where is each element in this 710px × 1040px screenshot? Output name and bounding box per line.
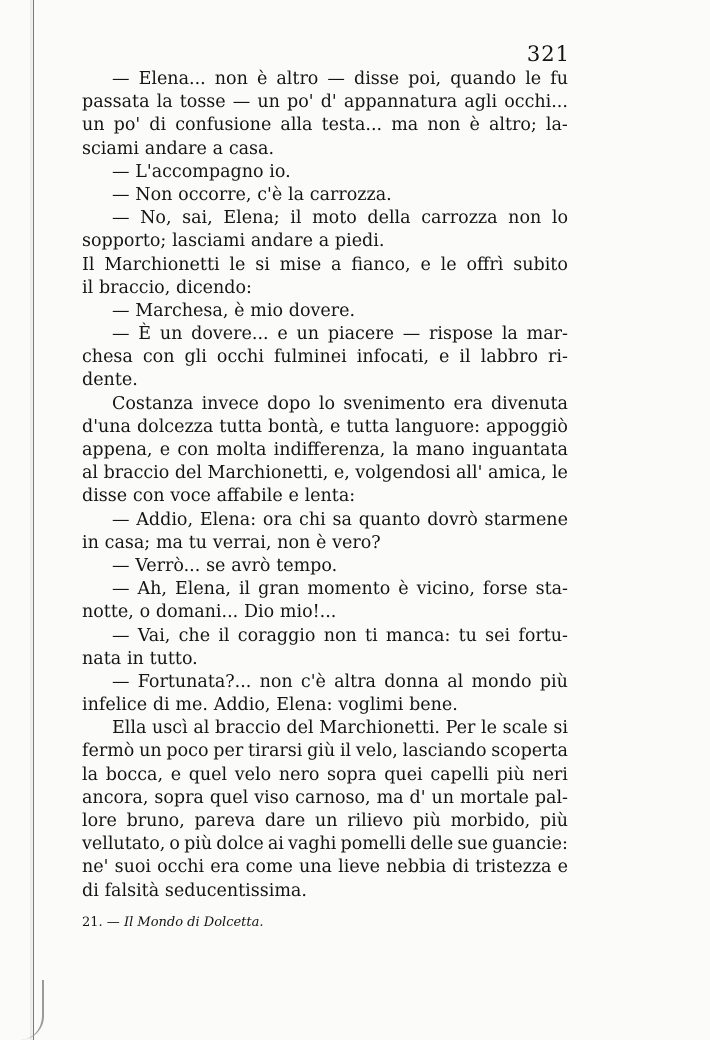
page-number: 321 (526, 42, 570, 66)
text-line: lore bruno, pareva dare un rilievo più morbido, più (82, 811, 568, 831)
text-line: — Elena... non è altro — disse poi, quando le fu (112, 69, 568, 89)
text-line: — Non occorre, c'è la carrozza. (112, 184, 392, 205)
text-line: un po' di confusione alla testa... ma non è altro; la- (82, 115, 568, 136)
text-line: fermò un poco per tirarsi giù il velo, lasciando scoperta (82, 741, 568, 762)
text-line: al braccio del Marchionetti, e, volgendosi all' amica, le (82, 463, 568, 484)
text-line: chesa con gli occhi fulminei infocati, e il labbro ri- (82, 347, 568, 368)
text-line: di falsità seducentissima. (82, 880, 307, 901)
text-line: — Verrò... se avrò tempo. (112, 555, 338, 576)
text-line: ancora, sopra quel viso carnoso, ma d' un mortale pal- (82, 787, 568, 808)
text-line: ne' suoi occhi era come una lieve nebbia di tristezza e (82, 857, 568, 878)
text-line: Ella uscì al braccio del Marchionetti. Per le scale si (112, 718, 568, 739)
text-line: Costanza invece dopo lo svenimento era divenuta (112, 393, 568, 414)
text-line: dente. (82, 370, 138, 391)
text-line: — L'accompagno io. (112, 161, 291, 182)
text-line: sopporto; lasciami andare a piedi. (82, 231, 385, 252)
text-line: passata la tosse — un po' d' appannatura agli occhi... (82, 92, 568, 113)
body-text (82, 68, 568, 903)
text-line: — Ah, Elena, il gran momento è vicino, forse sta- (112, 579, 568, 600)
text-line: Il Marchionetti le si mise a fianco, e le offrì subito (82, 254, 568, 275)
bottom-corner-mark (20, 980, 44, 1040)
text-line: disse con voce affabile e lenta: (82, 486, 356, 507)
text-line: vellutato, o più dolce ai vaghi pomelli delle sue guancie: (82, 834, 568, 855)
text-line: appena, e con molta indifferenza, la mano inguantata (82, 440, 568, 460)
text-line: — No, sai, Elena; il moto della carrozza non lo (112, 208, 568, 229)
text-line: nata in tutto. (82, 648, 198, 669)
text-line: notte, o domani... Dio mio!... (82, 602, 337, 623)
footer (82, 915, 264, 930)
text-line: — Marchesa, è mio dovere. (112, 300, 356, 321)
text-line: d'una dolcezza tutta bontà, e tutta languore: appoggiò (82, 416, 568, 437)
binding-line (33, 0, 34, 1040)
text-line: la bocca, e quel velo nero sopra quei capelli più neri (82, 764, 568, 785)
text-line: il braccio, dicendo: (82, 277, 252, 298)
footer-signature: 21. — (82, 915, 120, 930)
text-line: in casa; ma tu verrai, non è vero? (82, 532, 381, 553)
text-line: — Fortunata?... non c'è altra donna al mondo più (112, 671, 568, 692)
text-line: — Addio, Elena: ora chi sa quanto dovrò starmene (112, 509, 568, 530)
text-line: infelice di me. Addio, Elena: voglimi bene. (82, 695, 458, 716)
text-line: — Vai, che il coraggio non ti manca: tu sei fortu- (112, 625, 568, 646)
footer-title: Il Mondo di Dolcetta. (123, 915, 264, 930)
text-line: sciami andare a casa. (82, 138, 275, 159)
text-line: — È un dovere... e un piacere — rispose la mar- (112, 324, 568, 345)
